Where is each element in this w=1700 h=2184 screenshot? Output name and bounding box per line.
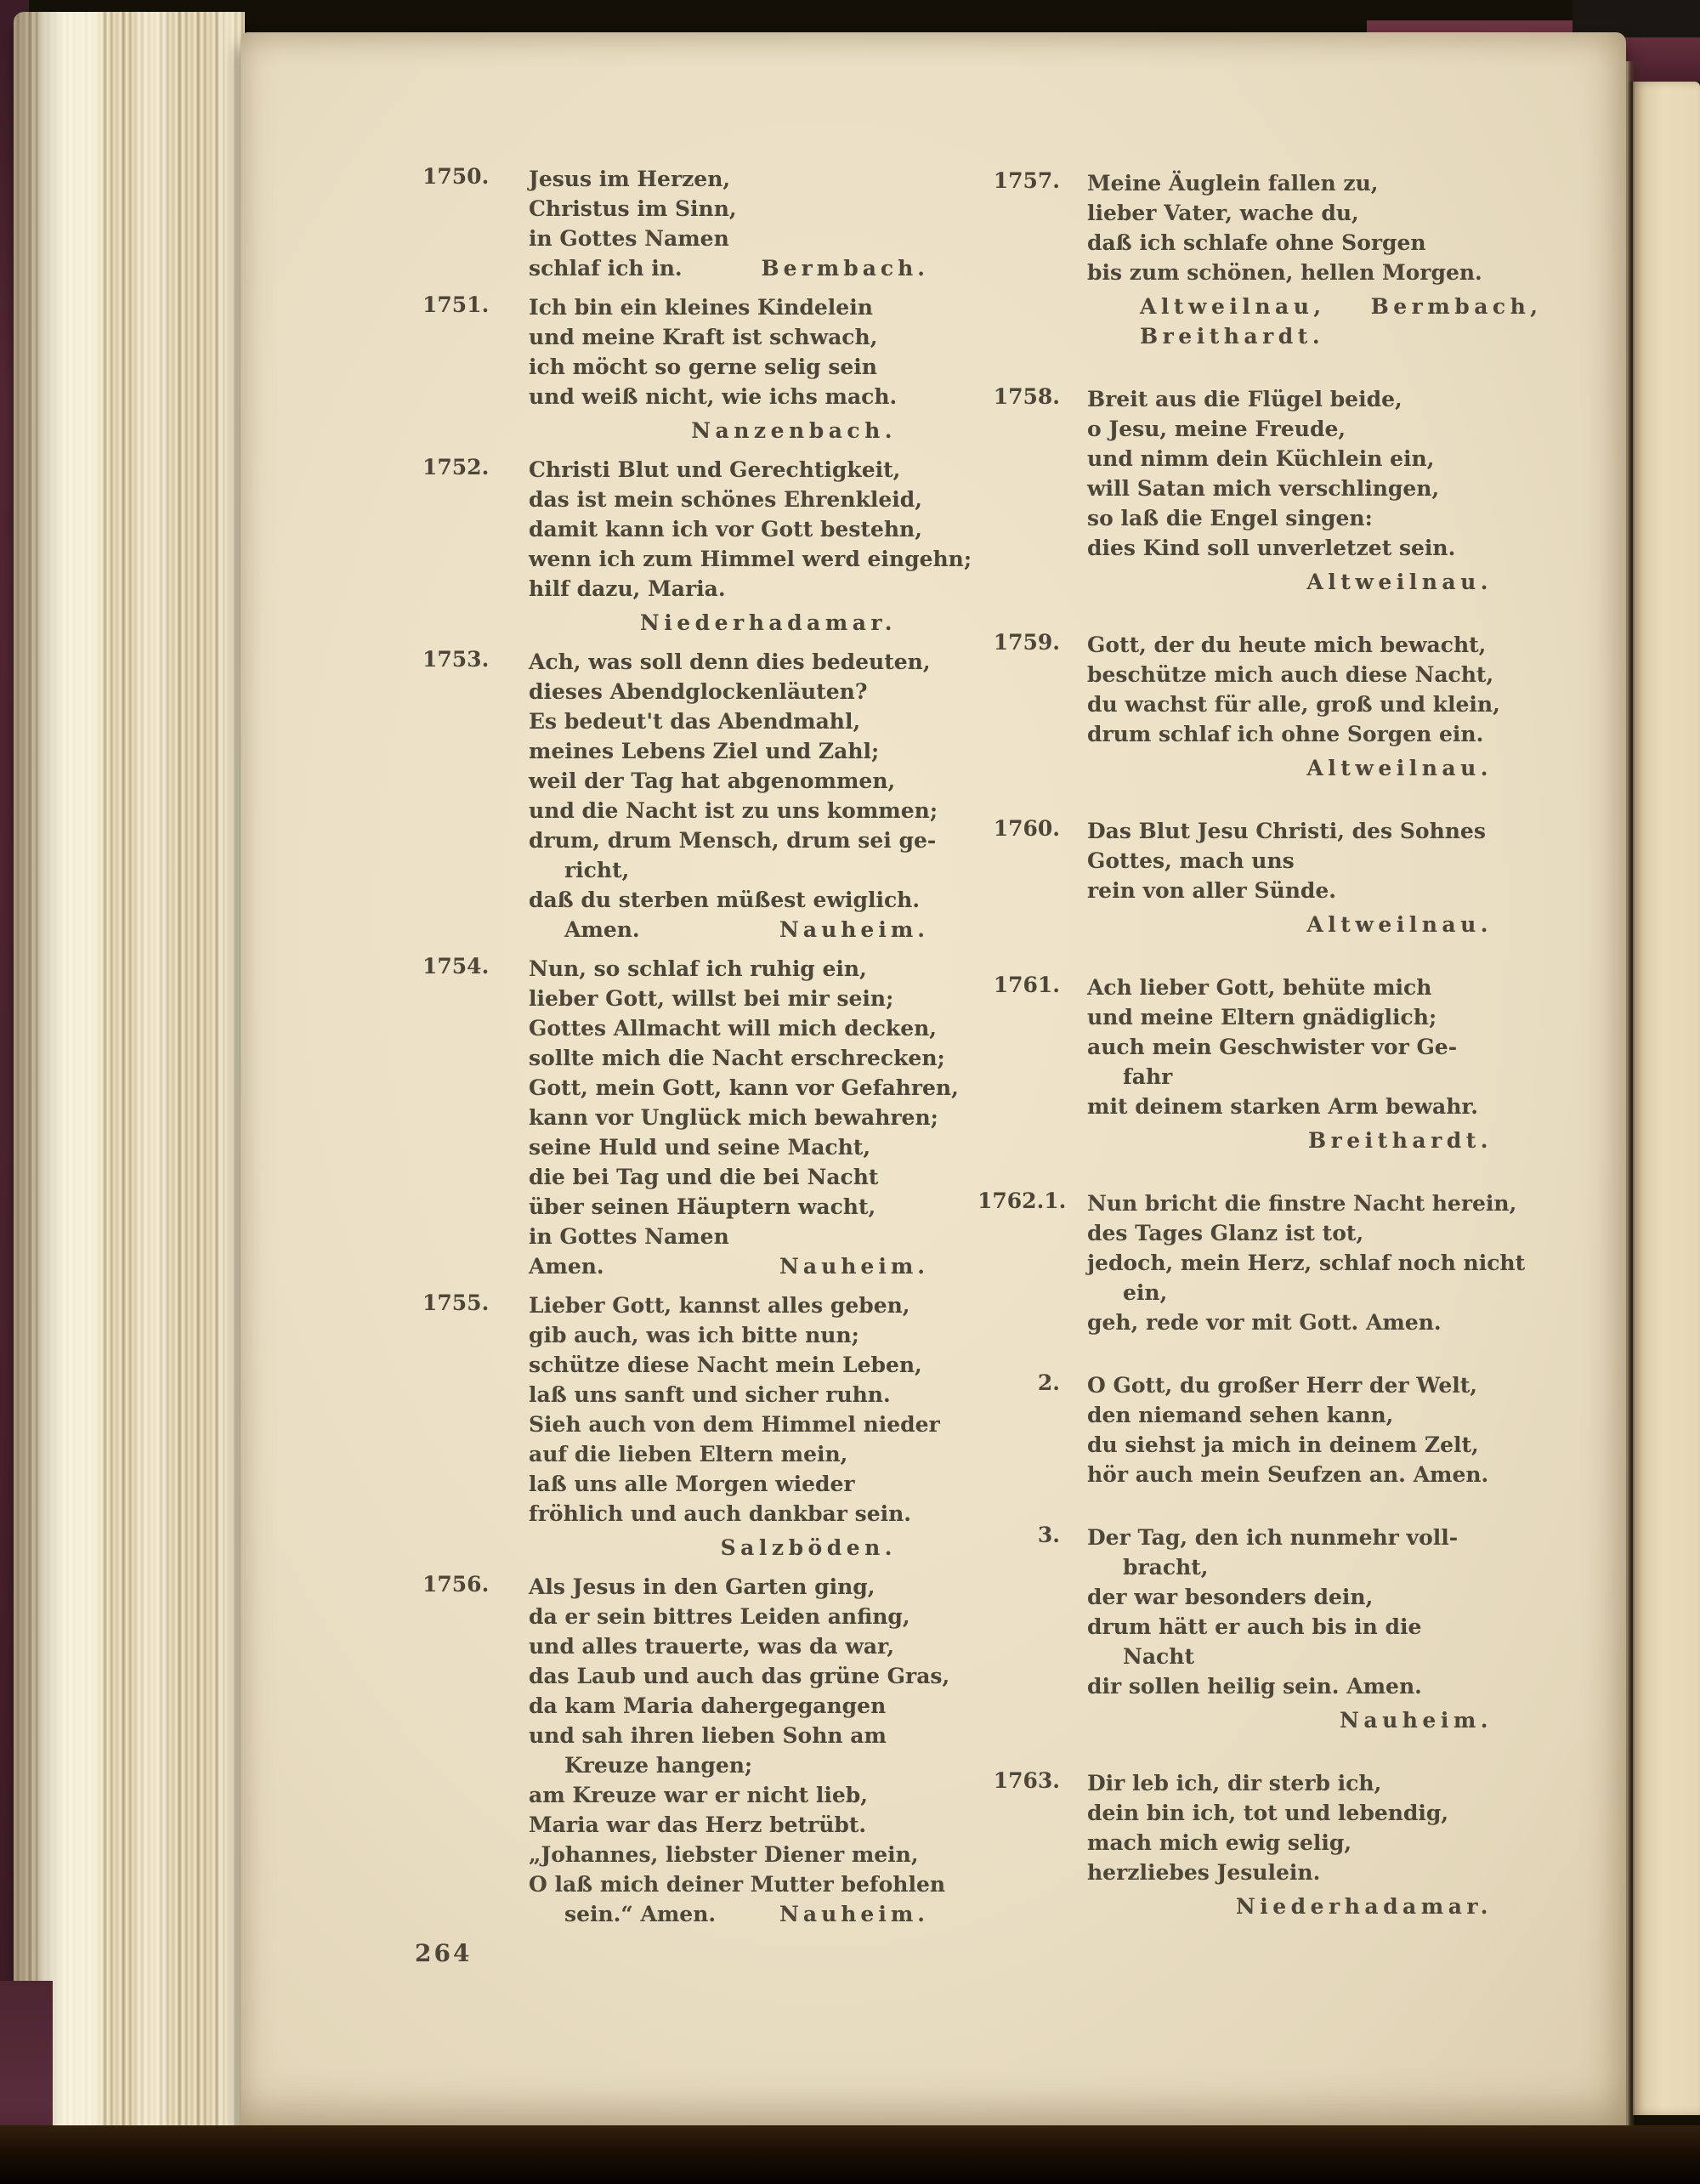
verse-line: Das Blut Jesu Christi, des Sohnes [1087,819,1486,843]
verse-line: schütze diese Nacht mein Leben, [529,1353,922,1377]
verse-line: drum, drum Mensch, drum sei ge- [529,828,937,853]
verse-line: mach mich ewig selig, [1087,1830,1352,1855]
verse-entry [422,647,938,945]
attribution-block [529,608,932,638]
verse-line [529,915,932,945]
verse-entry [422,954,959,1281]
verse-entry [978,1768,1528,1921]
attribution: Nauheim. [779,1902,929,1926]
attribution-block [1087,1892,1528,1921]
verse-number: 1761. [993,973,1060,997]
verse-line: geh, rede vor mit Gott. Amen. [1087,1310,1442,1335]
attribution: Nauheim. [779,917,929,942]
verse-line: beschütze mich auch diese Nacht, [1087,662,1494,687]
verse-line: daß ich schlafe ohne Sorgen [1087,230,1426,255]
attribution: Breithardt. [1307,1128,1493,1153]
verse-line: o Jesu, meine Freude, [1087,417,1346,441]
verse-entry [978,630,1528,783]
verse-number: 1751. [422,292,490,317]
verse-line: Kreuze hangen; [564,1753,753,1778]
verse-body [529,164,932,283]
verse-line: und meine Eltern gnädiglich; [1087,1005,1437,1030]
verse-line: dies Kind soll unverletzet sein. [1087,536,1456,560]
attribution-block [1087,910,1528,939]
verse-entry [422,292,932,445]
attribution: Niederhadamar. [1235,1894,1493,1919]
verse-line: drum schlaf ich ohne Sorgen ein. [1087,722,1484,746]
verse-body [529,954,959,1281]
page-number: 264 [415,1939,473,1967]
attribution: Niederhadamar. [639,610,897,635]
verse-line: Gott, der du heute mich bewacht, [1087,633,1487,657]
verse-line: in Gottes Namen [529,1224,729,1249]
verse-line: und nimm dein Küchlein ein, [1087,446,1435,471]
verse-line: sollte mich die Nacht erschrecken; [529,1046,945,1070]
verse-body [1087,630,1528,783]
verse-line: hör auch mein Seufzen an. Amen. [1087,1462,1489,1487]
verse-line: drum hätt er auch bis in die [1087,1614,1422,1639]
attribution: Nauheim. [1340,1708,1493,1733]
verse-line: O laß mich deiner Mutter befohlen [529,1872,946,1897]
verse-line: die bei Tag und die bei Nacht [529,1165,879,1189]
verse-line: Es bedeut't das Abendmahl, [529,709,861,734]
verse-line: fröhlich und auch dankbar sein. [529,1501,911,1526]
verse-number: 1752. [422,455,490,479]
verse-line: Nun, so schlaf ich ruhig ein, [529,956,867,981]
verse-line: und sah ihren lieben Sohn am [529,1723,887,1748]
verse-line: Dir leb ich, dir sterb ich, [1087,1771,1382,1795]
verse-line: Sieh auch von dem Himmel nieder [529,1412,940,1437]
verse-line: Breit aus die Flügel beide, [1087,387,1402,411]
attribution-block [1087,1126,1528,1155]
verse-line: Christus im Sinn, [529,196,737,221]
verse-line: gib auch, was ich bitte nun; [529,1323,859,1347]
verse-line: des Tages Glanz ist tot, [1087,1221,1364,1245]
verse-line: Gott, mein Gott, kann vor Gefahren, [529,1075,959,1100]
verse-line: Ich bin ein kleines Kindelein [529,295,873,320]
verse-line: Nun bricht die finstre Nacht herein, [1087,1191,1517,1216]
verse-body [1087,1768,1528,1921]
verse-entry [978,1523,1528,1735]
verse-number: 1755. [422,1291,490,1315]
verse-entry [422,455,972,638]
verse-line: auch mein Geschwister vor Ge- [1087,1035,1458,1059]
verse-line [529,253,932,283]
verse-body [529,455,972,638]
verse-entry [422,1572,950,1929]
verse-line: so laß die Engel singen: [1087,506,1373,530]
verse-line: dir sollen heilig sein. Amen. [1087,1674,1422,1699]
verse-number: 1763. [993,1768,1060,1793]
verse-line: rein von aller Sünde. [1087,878,1337,903]
verse-body [1087,1523,1528,1735]
verse-line: fahr [1123,1064,1173,1089]
verse-line: da kam Maria dahergegangen [529,1693,887,1718]
attribution-block [1087,1705,1528,1735]
verse-line: herzliebes Jesulein. [1087,1860,1321,1885]
verse-line: Gottes Allmacht will mich decken, [529,1016,937,1041]
attribution-block [529,416,932,445]
verse-line: Meine Äuglein fallen zu, [1087,171,1379,196]
verse-body [529,647,938,945]
verse-number: 1762.1. [978,1188,1067,1213]
verse-line: Gottes, mach uns [1087,848,1295,873]
verse-body [1087,384,1528,597]
attribution-block [1087,292,1543,351]
verse-line: das Laub und auch das grüne Gras, [529,1664,950,1688]
left-text-column [422,164,972,1938]
verse-line: Jesus im Herzen, [529,167,731,191]
verse-line: über seinen Häuptern wacht, [529,1194,876,1219]
verse-line: mit deinem starken Arm bewahr. [1087,1094,1479,1119]
attribution: Altweilnau, Bermbach, [1140,294,1543,319]
verse-line: laß uns sanft und sicher ruhn. [529,1382,891,1407]
verse-body [1087,816,1528,939]
verse-line: O Gott, du großer Herr der Welt, [1087,1373,1477,1398]
verse-line: Maria war das Herz betrübt. [529,1812,867,1837]
verse-line: dein bin ich, tot und lebendig, [1087,1801,1449,1825]
verse-line: laß uns alle Morgen wieder [529,1472,855,1496]
verse-number: 3. [1037,1523,1060,1547]
verse-body [1087,1370,1528,1489]
attribution: Bermbach. [761,256,929,281]
verse-line [529,1899,932,1929]
page-edges-stack [14,12,245,2147]
attribution: Breithardt. [1140,324,1325,349]
verse-line [529,1251,932,1281]
verse-line-text: Amen. [564,917,640,942]
verse-entry [978,1370,1528,1489]
verse-body [1087,1188,1528,1337]
verse-number: 1750. [422,164,490,189]
attribution-block [1087,567,1528,597]
verse-line: und weiß nicht, wie ichs mach. [529,384,898,409]
verse-line: und alles trauerte, was da war, [529,1634,895,1659]
right-text-column [978,168,1543,1954]
verse-line: meines Lebens Ziel und Zahl; [529,739,880,763]
verse-number: 2. [1037,1370,1060,1395]
attribution-block [529,1533,932,1563]
verse-entry [422,1291,940,1563]
verse-line-text: Amen. [529,1254,604,1279]
verse-line: das ist mein schönes Ehrenkleid, [529,487,922,512]
verse-number: 1759. [993,630,1060,655]
verse-number: 1758. [993,384,1060,409]
attribution: Altweilnau. [1306,570,1493,594]
verse-line: bis zum schönen, hellen Morgen. [1087,260,1482,285]
verse-line: bracht, [1123,1555,1209,1580]
verse-line: auf die lieben Eltern mein, [529,1442,848,1466]
verse-number: 1756. [422,1572,490,1597]
attribution: Altweilnau. [1306,912,1493,937]
verse-line: hilf dazu, Maria. [529,576,726,601]
verse-line: und meine Kraft ist schwach, [529,325,878,349]
verse-line: du wachst für alle, groß und klein, [1087,692,1500,717]
verse-line: dieses Abendglockenläuten? [529,679,868,704]
verse-line: den niemand sehen kann, [1087,1403,1394,1427]
verse-line: ich möcht so gerne selig sein [529,355,877,379]
verse-line: Als Jesus in den Garten ging, [529,1574,876,1599]
verse-line: weil der Tag hat abgenommen, [529,769,896,793]
verse-entry [978,1188,1528,1337]
verse-line: wenn ich zum Himmel werd eingehn; [529,547,972,571]
verse-line: Lieber Gott, kannst alles geben, [529,1293,910,1318]
verse-entry [978,816,1528,939]
verse-line: der war besonders dein, [1087,1585,1374,1609]
verse-line: lieber Gott, willst bei mir sein; [529,986,894,1011]
verse-body [1087,168,1543,351]
verse-line: in Gottes Namen [529,226,729,251]
verse-line: und die Nacht ist zu uns kommen; [529,798,938,823]
verse-line: kann vor Unglück mich bewahren; [529,1105,938,1130]
book-bottom-shadow [0,2125,1700,2184]
verse-number: 1757. [993,168,1060,193]
verse-line: richt, [564,858,630,882]
verse-line: Ach lieber Gott, behüte mich [1087,975,1432,1000]
verse-line: Ach, was soll denn dies bedeuten, [529,650,931,674]
attribution: Altweilnau. [1306,756,1493,780]
verse-entry [978,168,1543,351]
verse-line: daß du sterben müßest ewiglich. [529,888,921,912]
verse-line-text: schlaf ich in. [529,256,683,281]
verse-line: „Johannes, liebster Diener mein, [529,1842,919,1867]
verse-body [529,1572,950,1929]
verse-entry [978,384,1528,597]
verse-line: jedoch, mein Herz, schlaf noch nicht [1087,1251,1526,1275]
verse-line: ein, [1123,1280,1168,1305]
verse-body [529,1291,940,1563]
verse-number: 1754. [422,954,490,979]
verse-entry [978,973,1528,1155]
verse-line-text: sein.“ Amen. [564,1902,717,1926]
verse-number: 1760. [993,816,1060,841]
attribution-block [1087,753,1528,783]
facing-page-sliver [1633,82,1700,2115]
verse-number: 1753. [422,647,490,672]
attribution: Nauheim. [779,1254,929,1279]
attribution: Salzböden. [720,1535,897,1560]
verse-line: am Kreuze war er nicht lieb, [529,1783,868,1807]
verse-line: seine Huld und seine Macht, [529,1135,871,1160]
attribution: Nanzenbach. [691,418,897,443]
verse-body [529,292,932,445]
verse-line: Christi Blut und Gerechtigkeit, [529,457,901,482]
book-page [241,32,1626,2127]
verse-entry [422,164,932,283]
verse-line: will Satan mich verschlingen, [1087,476,1440,501]
verse-body [1087,973,1528,1155]
verse-line: da er sein bittres Leiden anfing, [529,1604,910,1629]
verse-line: Nacht [1123,1644,1194,1669]
verse-line: du siehst ja mich in deinem Zelt, [1087,1432,1479,1457]
verse-line: Der Tag, den ich nunmehr voll- [1087,1525,1459,1550]
verse-line: damit kann ich vor Gott bestehn, [529,517,922,542]
verse-line: lieber Vater, wache du, [1087,201,1359,225]
